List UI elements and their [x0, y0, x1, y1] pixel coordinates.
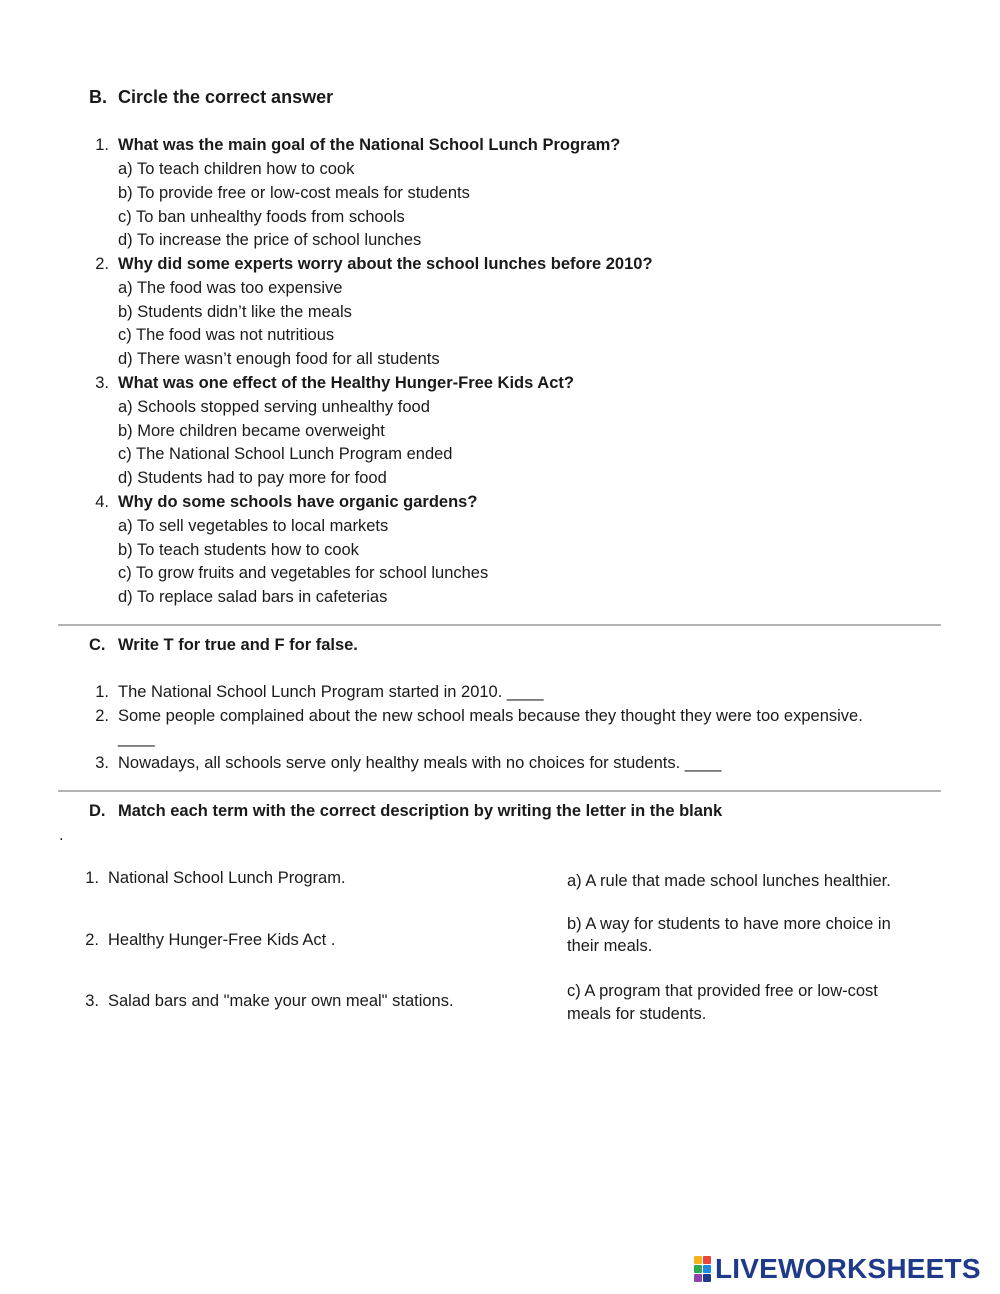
section-divider — [58, 790, 941, 792]
term-text: Healthy Hunger-Free Kids Act . — [108, 931, 336, 949]
answer-option[interactable]: d) There wasn’t enough food for all students — [118, 350, 440, 368]
answer-option[interactable]: a) Schools stopped serving unhealthy food — [118, 398, 430, 416]
match-description-c-cont: meals for students. — [567, 1005, 707, 1023]
answer-option[interactable]: c) The National School Lunch Program ended — [118, 445, 453, 463]
section-b-title: Circle the correct answer — [118, 87, 334, 107]
item-text[interactable]: The National School Lunch Program started in 2010. ____ — [118, 683, 544, 701]
answer-option[interactable]: d) Students had to pay more for food — [118, 469, 387, 487]
stray-dot: . — [59, 826, 64, 844]
answer-blank[interactable]: ____ — [118, 729, 155, 747]
term-number: 1. — [85, 869, 99, 887]
section-b-letter: B. — [89, 87, 107, 107]
section-c-title: Write T for true and F for false. — [118, 636, 358, 654]
logo-text: LIVEWORKSHEETS — [715, 1253, 981, 1284]
answer-option[interactable]: b) To provide free or low-cost meals for students — [118, 184, 470, 202]
answer-option[interactable]: d) To replace salad bars in cafeterias — [118, 588, 388, 606]
logo-block — [694, 1265, 702, 1273]
item-number: 1. — [95, 683, 109, 701]
answer-option[interactable]: b) More children became overweight — [118, 422, 385, 440]
section-d-title: Match each term with the correct description by writing the letter in the blank — [118, 802, 723, 820]
match-description-a[interactable]: a) A rule that made school lunches healthier. — [567, 872, 891, 890]
answer-option[interactable]: c) To ban unhealthy foods from schools — [118, 208, 405, 226]
match-description-b-cont: their meals. — [567, 937, 653, 955]
answer-option[interactable]: c) The food was not nutritious — [118, 326, 335, 344]
question-number: 3. — [95, 374, 109, 392]
answer-option[interactable]: b) Students didn’t like the meals — [118, 303, 352, 321]
question-text: What was the main goal of the National School Lunch Program? — [118, 136, 621, 154]
item-number: 3. — [95, 754, 109, 772]
item-number: 2. — [95, 707, 109, 725]
match-description-c[interactable]: c) A program that provided free or low-cost — [567, 982, 878, 1000]
item-text[interactable]: Nowadays, all schools serve only healthy meals with no choices for students. ____ — [118, 754, 722, 772]
answer-option[interactable]: d) To increase the price of school lunches — [118, 231, 422, 249]
answer-option[interactable]: b) To teach students how to cook — [118, 541, 359, 559]
section-c-letter: C. — [89, 636, 106, 654]
item-text: Some people complained about the new school meals because they thought they were too expensive. — [118, 707, 863, 725]
question-text: Why do some schools have organic gardens? — [118, 493, 478, 511]
logo-block — [703, 1265, 711, 1273]
logo-block — [694, 1274, 702, 1282]
liveworksheets-logo — [694, 1254, 981, 1284]
term-number: 3. — [85, 992, 99, 1010]
answer-option[interactable]: a) To sell vegetables to local markets — [118, 517, 389, 535]
logo-block — [703, 1274, 711, 1282]
answer-option[interactable]: c) To grow fruits and vegetables for school lunches — [118, 564, 489, 582]
question-number: 1. — [95, 136, 109, 154]
logo-blocks-icon — [694, 1256, 711, 1282]
question-number: 2. — [95, 255, 109, 273]
question-number: 4. — [95, 493, 109, 511]
match-description-b[interactable]: b) A way for students to have more choice in — [567, 915, 891, 933]
question-text: Why did some experts worry about the school lunches before 2010? — [118, 255, 653, 273]
logo-block — [703, 1256, 711, 1264]
answer-option[interactable]: a) To teach children how to cook — [118, 160, 355, 178]
term-text: National School Lunch Program. — [108, 869, 346, 887]
term-text: Salad bars and "make your own meal" stations. — [108, 992, 454, 1010]
section-divider — [58, 624, 941, 626]
answer-option[interactable]: a) The food was too expensive — [118, 279, 343, 297]
question-text: What was one effect of the Healthy Hunger-Free Kids Act? — [118, 374, 574, 392]
term-number: 2. — [85, 931, 99, 949]
logo-block — [694, 1256, 702, 1264]
section-d-letter: D. — [89, 802, 106, 820]
